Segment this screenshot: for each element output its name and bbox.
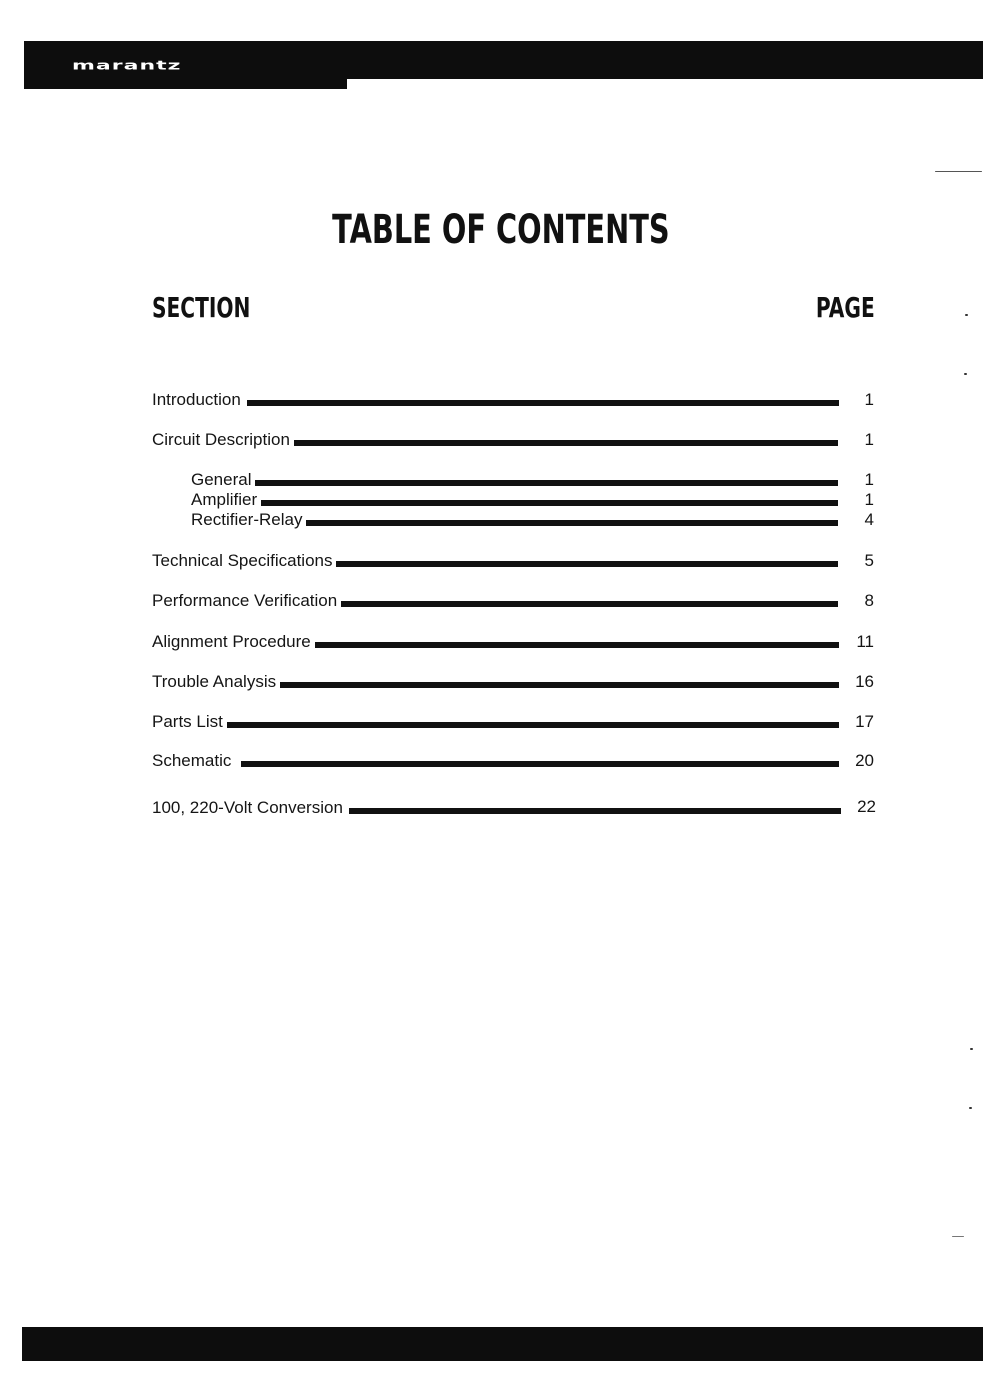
toc-entry-page: 22: [857, 797, 876, 816]
toc-entry-label: Rectifier-Relay: [191, 510, 303, 529]
toc-entry-label: Introduction: [152, 390, 241, 409]
toc-sub-entry[interactable]: [191, 469, 838, 491]
toc-entry[interactable]: [152, 750, 839, 772]
toc-entry-label: General: [191, 470, 252, 489]
header-bar-tab: [24, 79, 347, 89]
toc-entry-page: 1: [864, 490, 874, 509]
toc-entry-page: 16: [855, 672, 874, 691]
scan-mark: [965, 314, 968, 316]
page-column-header: PAGE: [816, 291, 875, 324]
toc-entry-label: Performance Verification: [152, 591, 338, 610]
toc-entry[interactable]: [152, 711, 839, 733]
toc-entry-label: Circuit Description: [152, 430, 290, 449]
brand-logo: marantz: [72, 58, 182, 73]
scan-mark: [952, 1236, 964, 1237]
footer-bar: [22, 1327, 983, 1361]
toc-entry[interactable]: [152, 429, 838, 451]
toc-leader-line: [280, 682, 839, 688]
toc-leader-line: [336, 561, 838, 567]
toc-leader-line: [306, 520, 838, 526]
toc-entry[interactable]: [152, 671, 839, 693]
scan-mark: [970, 1048, 973, 1050]
toc-leader-line: [241, 761, 839, 767]
toc-entry-label: Schematic: [152, 751, 232, 770]
toc-entry-label: Technical Specifications: [152, 551, 333, 570]
toc-entry[interactable]: [152, 797, 841, 819]
section-column-header: SECTION: [152, 291, 251, 324]
toc-leader-line: [341, 601, 838, 607]
page-title: TABLE OF CONTENTS: [332, 207, 670, 253]
toc-entry-page: 1: [864, 470, 874, 489]
toc-entry[interactable]: [152, 631, 839, 653]
scan-mark: [969, 1107, 972, 1109]
toc-leader-line: [315, 642, 839, 648]
toc-entry-page: 11: [856, 632, 874, 651]
toc-entry[interactable]: [152, 590, 838, 612]
toc-entry-page: 20: [855, 751, 874, 770]
toc-entry-page: 8: [864, 591, 874, 610]
toc-entry[interactable]: [152, 389, 839, 411]
scan-mark: [964, 373, 967, 375]
toc-entry-page: 17: [855, 712, 874, 731]
toc-entry-label: 100, 220-Volt Conversion: [152, 798, 343, 817]
toc-leader-line: [349, 808, 841, 814]
toc-sub-entry[interactable]: [191, 489, 838, 511]
toc-leader-line: [261, 500, 838, 506]
toc-entry-label: Amplifier: [191, 490, 258, 509]
scan-mark: [935, 171, 982, 172]
toc-entry-page: 1: [864, 430, 874, 449]
toc-entry-label: Parts List: [152, 712, 223, 731]
toc-entry-page: 4: [864, 510, 874, 529]
toc-entry-label: Trouble Analysis: [152, 672, 277, 691]
toc-entry-label: Alignment Procedure: [152, 632, 311, 651]
toc-leader-line: [227, 722, 839, 728]
toc-entry-page: 5: [864, 551, 874, 570]
toc-leader-line: [247, 400, 839, 406]
toc-entry-page: 1: [864, 390, 874, 409]
toc-leader-line: [255, 480, 838, 486]
toc-entry[interactable]: [152, 550, 838, 572]
toc-sub-entry[interactable]: [191, 509, 838, 531]
toc-leader-line: [294, 440, 838, 446]
